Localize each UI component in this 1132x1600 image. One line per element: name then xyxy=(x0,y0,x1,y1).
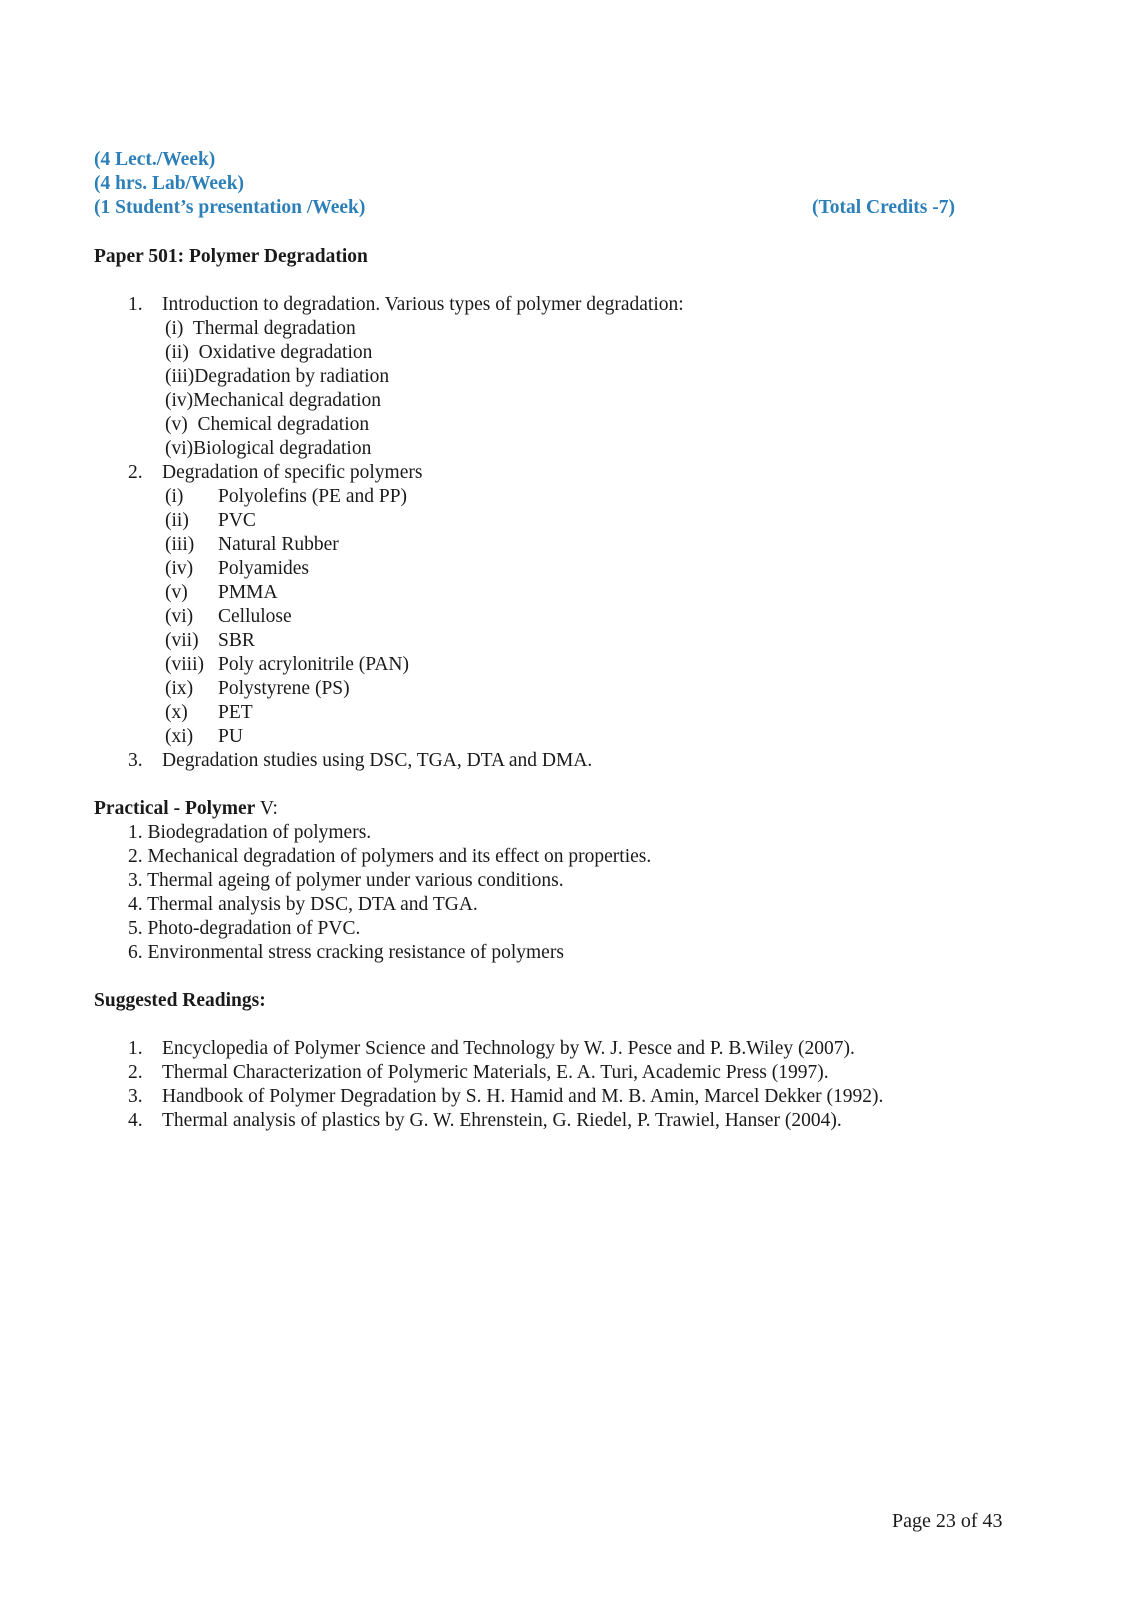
sub-list-number: (v) xyxy=(165,582,188,603)
list-item: Introduction to degradation. Various types of polymer degradation: xyxy=(162,294,684,315)
sub-list-number: (viii) xyxy=(165,654,204,675)
reading-item: Encyclopedia of Polymer Science and Technology by W. J. Pesce and P. B.Wiley (2007). xyxy=(162,1038,855,1059)
sub-list-number: (ii) xyxy=(165,510,189,531)
list-item-number: 1. xyxy=(128,294,143,315)
reading-item: Thermal analysis of plastics by G. W. Ehrenstein, G. Riedel, P. Trawiel, Hanser (2004). xyxy=(162,1110,842,1131)
reading-number: 2. xyxy=(128,1062,143,1083)
practical-item: 1. Biodegradation of polymers. xyxy=(128,822,372,843)
list-item-number: 2. xyxy=(128,462,143,483)
reading-number: 1. xyxy=(128,1038,143,1059)
sub-list-item: PVC xyxy=(218,510,256,531)
list-item-number: 3. xyxy=(128,750,143,771)
sub-list-number: (iv) xyxy=(165,558,194,579)
sub-list-item: (i) Thermal degradation xyxy=(165,318,356,339)
sub-list-number: (vii) xyxy=(165,630,199,651)
reading-number: 4. xyxy=(128,1110,143,1131)
sub-list-item: Polyolefins (PE and PP) xyxy=(218,486,408,507)
reading-item: Handbook of Polymer Degradation by S. H. Hamid and M. B. Amin, Marcel Dekker (1992). xyxy=(162,1086,884,1107)
sub-list-item: PMMA xyxy=(218,582,278,603)
practical-item: 2. Mechanical degradation of polymers and its effect on properties. xyxy=(128,846,652,867)
lab-hours-per-week: (4 hrs. Lab/Week) xyxy=(94,173,245,194)
sub-list-item: SBR xyxy=(218,630,255,651)
sub-list-item: Polyamides xyxy=(218,558,309,579)
sub-list-number: (ix) xyxy=(165,678,194,699)
sub-list-item: (v) Chemical degradation xyxy=(165,414,370,435)
sub-list-number: (xi) xyxy=(165,726,194,747)
reading-number: 3. xyxy=(128,1086,143,1107)
list-item: Degradation studies using DSC, TGA, DTA and DMA. xyxy=(162,750,593,771)
sub-list-number: (iii) xyxy=(165,534,195,555)
practical-item: 6. Environmental stress cracking resistance of polymers xyxy=(128,942,564,963)
paper-title: Paper 501: Polymer Degradation xyxy=(94,246,368,267)
sub-list-number: (vi) xyxy=(165,606,194,627)
page-number: Page 23 of 43 xyxy=(892,1510,1003,1532)
sub-list-item: PU xyxy=(218,726,243,747)
sub-list-item: Cellulose xyxy=(218,606,292,627)
sub-list-item: Polystyrene (PS) xyxy=(218,678,350,699)
sub-list-item: (iii)Degradation by radiation xyxy=(165,366,390,387)
practical-title: Practical - Polymer V: xyxy=(94,798,278,819)
sub-list-item: (vi)Biological degradation xyxy=(165,438,372,459)
sub-list-number: (i) xyxy=(165,486,184,507)
lectures-per-week: (4 Lect./Week) xyxy=(94,149,216,170)
total-credits: (Total Credits -7) xyxy=(812,197,955,218)
presentations-per-week: (1 Student’s presentation /Week) xyxy=(94,197,366,218)
sub-list-item: (iv)Mechanical degradation xyxy=(165,390,382,411)
readings-title: Suggested Readings: xyxy=(94,990,266,1011)
sub-list-item: Natural Rubber xyxy=(218,534,339,555)
practical-item: 5. Photo-degradation of PVC. xyxy=(128,918,361,939)
sub-list-item: Poly acrylonitrile (PAN) xyxy=(218,654,410,675)
practical-item: 4. Thermal analysis by DSC, DTA and TGA. xyxy=(128,894,478,915)
reading-item: Thermal Characterization of Polymeric Materials, E. A. Turi, Academic Press (1997). xyxy=(162,1062,829,1083)
sub-list-number: (x) xyxy=(165,702,188,723)
sub-list-item: (ii) Oxidative degradation xyxy=(165,342,373,363)
sub-list-item: PET xyxy=(218,702,253,723)
list-item: Degradation of specific polymers xyxy=(162,462,423,483)
practical-item: 3. Thermal ageing of polymer under various conditions. xyxy=(128,870,564,891)
